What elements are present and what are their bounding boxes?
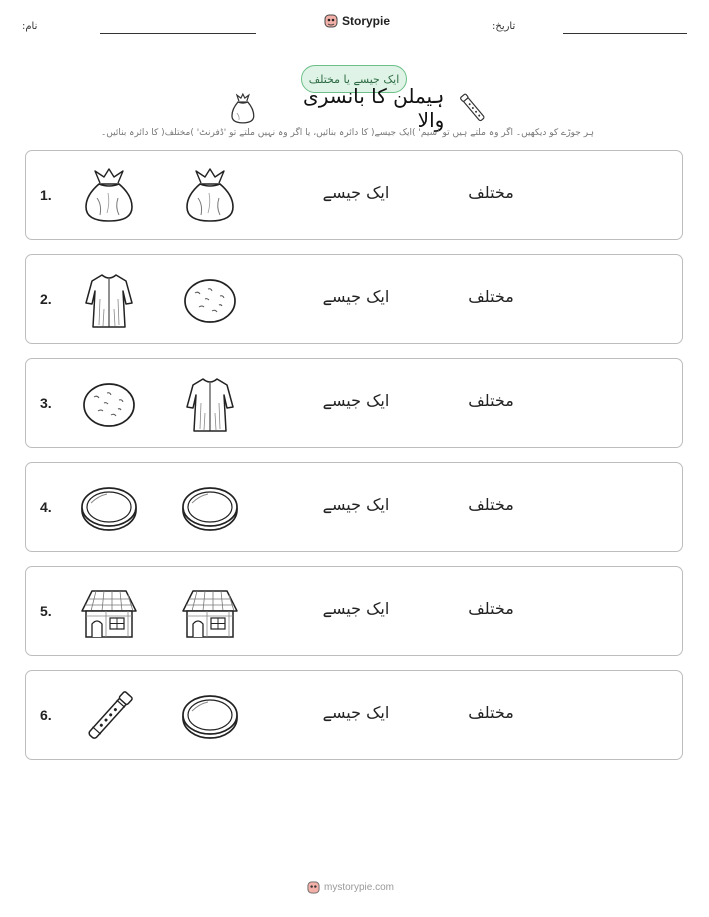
question-row-3 [25,358,683,448]
same-option[interactable]: ایک جیسے [322,599,390,618]
question-number: 1. [40,187,52,203]
flute-icon [458,91,488,125]
question-number: 4. [40,499,52,515]
house-icon [78,581,140,643]
bread-loaf-icon [78,373,140,435]
different-option[interactable]: مختلف [468,183,514,202]
same-option[interactable]: ایک جیسے [322,183,390,202]
sack-icon [179,165,241,227]
storypie-mascot-icon [324,13,338,29]
question-row-2 [25,254,683,344]
storypie-mascot-icon [307,880,320,895]
bread-loaf-icon [179,269,241,331]
question-row-5 [25,566,683,656]
coin-icon [78,477,140,539]
question-row-6 [25,670,683,760]
different-option[interactable]: مختلف [468,495,514,514]
robe-icon [78,269,140,331]
same-option[interactable]: ایک جیسے [322,287,390,306]
same-option[interactable]: ایک جیسے [322,703,390,722]
footer-url[interactable]: mystorypie.com [324,882,395,893]
title-row [228,84,488,132]
different-option[interactable]: مختلف [468,703,514,722]
name-label: نام: [22,21,38,32]
question-number: 2. [40,291,52,307]
page-title: ہیملن کا بانسری والا [303,84,445,132]
same-option[interactable]: ایک جیسے [322,391,390,410]
sack-icon [78,165,140,227]
brand-logo [324,13,390,29]
worksheet-type-badge: ایک جیسے یا مختلف [301,65,407,93]
same-option[interactable]: ایک جیسے [322,495,390,514]
footer [307,880,394,895]
name-line[interactable] [100,33,256,34]
brand-name: Storypie [342,14,391,28]
coin-icon [179,685,241,747]
question-number: 3. [40,395,52,411]
question-number: 6. [40,707,52,723]
instructions: ہر جوڑے کو دیکھیں۔ اگر وہ ملتے ہیں تو 'سیم' )ایک جیسے( کا دائرہ بنائیں، یا اگر وہ نہیں ملتے تو 'ڈفرنٹ' )مختلف( کا دائرہ بنائیں۔ [101,128,594,138]
question-row-4 [25,462,683,552]
sack-icon [228,91,258,125]
question-number: 5. [40,603,52,619]
house-icon [179,581,241,643]
date-label: تاریخ: [492,21,516,32]
different-option[interactable]: مختلف [468,599,514,618]
robe-icon [179,373,241,435]
date-line[interactable] [563,33,687,34]
different-option[interactable]: مختلف [468,287,514,306]
question-row-1 [25,150,683,240]
coin-icon [179,477,241,539]
flute-icon [78,685,140,747]
different-option[interactable]: مختلف [468,391,514,410]
